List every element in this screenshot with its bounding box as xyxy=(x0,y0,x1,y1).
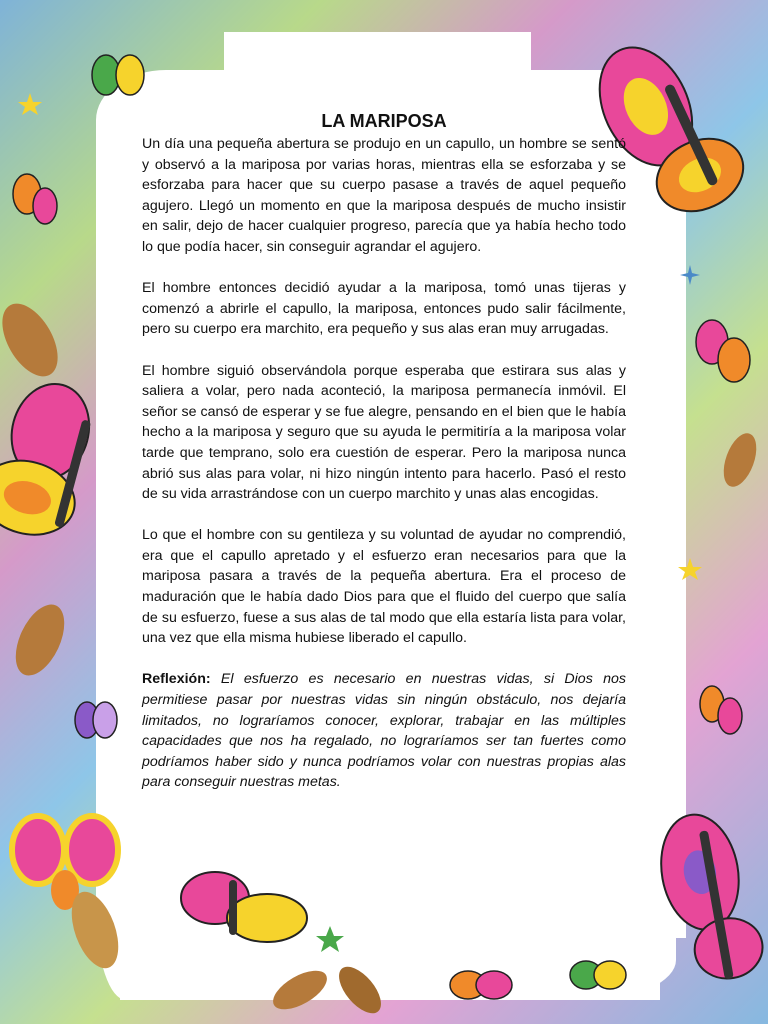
butterfly-icon xyxy=(450,971,512,999)
butterfly-icon xyxy=(75,702,117,738)
butterfly-icon xyxy=(696,320,750,382)
leaf-icon xyxy=(717,429,762,491)
butterfly-icon xyxy=(0,371,104,545)
paragraph-4: Lo que el hombre con su gentileza y su voluntad de ayudar no comprendió, era que el capullo apretado y el esfuerzo eran necesarios para que la mariposa pasara a través de la pequeña abertura. Era el proceso de maduración que le había dado Dios para que el fluido del cuerpo que salía de su esfuerzo, fuese a sus alas de tal modo que ella estaría lista para volar, una vez que ella misma hubiese liberado el capullo. xyxy=(142,527,626,647)
star-icon xyxy=(316,926,344,952)
star-icon xyxy=(18,93,42,115)
page-title: LA MARIPOSA xyxy=(321,111,447,131)
butterfly-icon xyxy=(652,807,767,988)
paragraph-2: El hombre entonces decidió ayudar a la mariposa, tomó unas tijeras y comenzó a abrirle el capullo, la mariposa, entonces pudo salir fácilmente, pero su cuerpo era marchito, era pequeño y sus alas eran muy arrugadas. xyxy=(142,280,626,338)
reflection-label: Reflexión: xyxy=(142,671,211,688)
leaf-icon xyxy=(267,963,333,1017)
leaf-icon xyxy=(0,294,69,385)
sparkle-icon xyxy=(680,265,700,285)
butterfly-icon xyxy=(570,961,626,989)
butterfly-icon xyxy=(700,686,742,734)
butterfly-icon xyxy=(12,816,118,910)
paragraph-3: El hombre siguió observándola porque esperaba que estirara sus alas y saliera a volar, pero nada aconteció, la mariposa permanecía inmóvil. El señor se cansó de esperar y se fue alegre, pensando en el bien que le había hecho a la mariposa y seguro que su ayuda le permitiría a la mariposa volar tarde que temprano, solo era cuestión de esperar. Pero la mariposa nunca abrió sus alas para volar, ni hizo ningún intento para hacerlo. Pasó el resto de su vida arrastrándose con un cuerpo marchito y unas alas encogidas. xyxy=(142,362,626,503)
butterfly-icon xyxy=(181,872,307,942)
reflection-paragraph xyxy=(142,669,626,793)
reflection-text: El esfuerzo es necesario en nuestras vidas, si Dios nos permitiese pasar por nuestras vidas sin ningún obstáculo, nos dejaría limitados, no lograríamos conocer, explorar, trabajar en las múltiples capacidades que nos ha regalado, no lograríamos ser tan fuertes como podríamos haber sido y nunca podríamos volar con nuestras propias alas para conseguir nuestras metas. xyxy=(142,671,626,791)
document-body xyxy=(142,110,626,814)
star-icon xyxy=(678,558,702,580)
leaf-icon xyxy=(6,597,74,683)
paragraph-1: Un día una pequeña abertura se produjo en un capullo, un hombre se sentó y observó a la mariposa por varias horas, mientras ella se esforzaba y se esforzaba para hacer que su cuerpo pasase a través de aquel pequeño agujero. Llegó un momento en que la mariposa después de mucho insistir en salir, dejo de hacer cualquier progreso, parecía que ya había hecho todo lo que podía hacer, sin conseguir agrandar el agujero. xyxy=(142,136,626,255)
butterfly-icon xyxy=(13,174,57,224)
leaf-icon xyxy=(331,960,388,1021)
butterfly-icon xyxy=(92,55,144,95)
